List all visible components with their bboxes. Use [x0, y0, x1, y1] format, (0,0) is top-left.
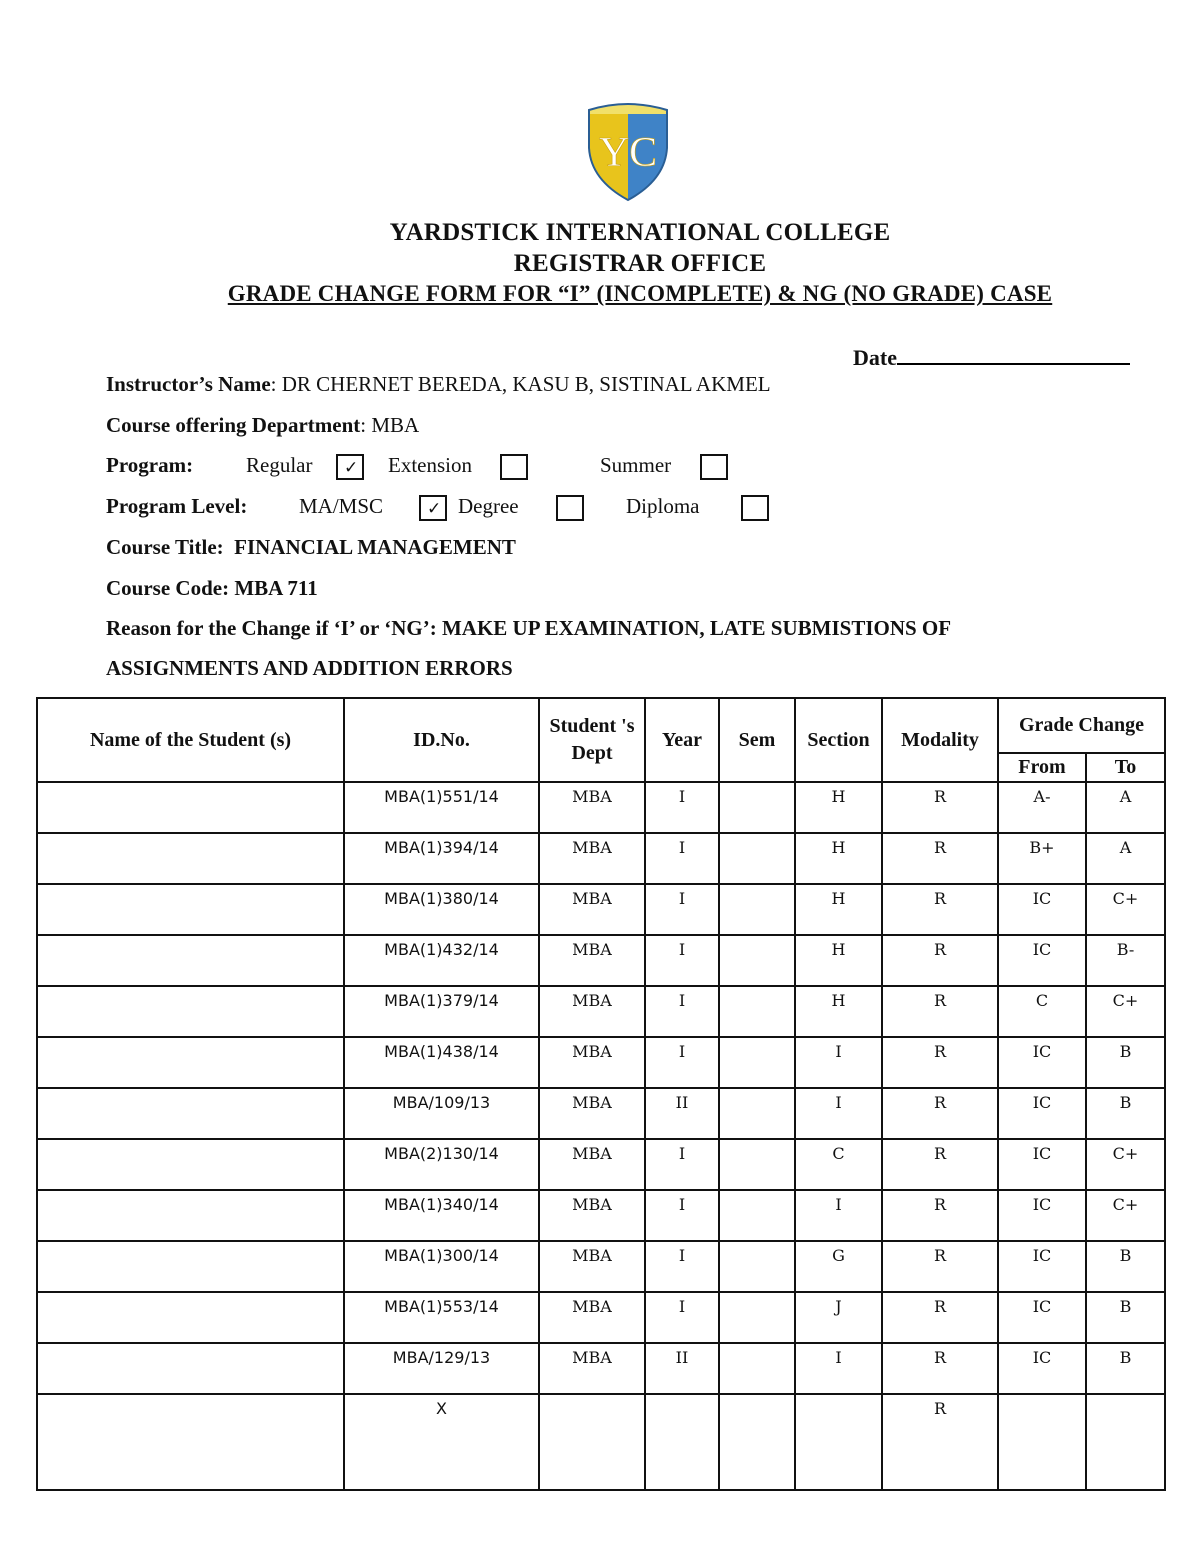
- date-line[interactable]: [897, 343, 1130, 365]
- cell-year: I: [645, 1241, 719, 1292]
- level-option-mamsc-label: MA/MSC: [299, 494, 384, 518]
- col-header-from: From: [998, 753, 1086, 782]
- cell-id: MBA(1)553/14: [344, 1292, 539, 1343]
- cell-name: [37, 986, 344, 1037]
- reason-value-line2: ASSIGNMENTS AND ADDITION ERRORS: [106, 656, 513, 680]
- cell-year: I: [645, 1292, 719, 1343]
- col-header-sem: Sem: [719, 698, 795, 782]
- table-row: [37, 782, 1165, 833]
- cell-sem: [719, 1343, 795, 1394]
- college-name: YARDSTICK INTERNATIONAL COLLEGE: [389, 219, 891, 246]
- cell-year: I: [645, 1190, 719, 1241]
- cell-year: II: [645, 1088, 719, 1139]
- cell-dept: MBA: [539, 833, 645, 884]
- cell-from: B+: [998, 833, 1086, 884]
- cell-modality: R: [882, 1088, 998, 1139]
- cell-year: [645, 1394, 719, 1490]
- cell-to: B: [1086, 1241, 1165, 1292]
- program-level-label: [106, 494, 247, 519]
- table-row: [37, 1241, 1165, 1292]
- cell-sem: [719, 986, 795, 1037]
- cell-section: I: [795, 1343, 882, 1394]
- cell-sem: [719, 935, 795, 986]
- course-code-value: MBA 711: [234, 576, 318, 600]
- cell-section: [795, 1394, 882, 1490]
- cell-sem: [719, 833, 795, 884]
- cell-dept: MBA: [539, 884, 645, 935]
- cell-dept: MBA: [539, 986, 645, 1037]
- cell-id: MBA(2)130/14: [344, 1139, 539, 1190]
- program-label: [106, 453, 193, 478]
- cell-name: [37, 1190, 344, 1241]
- cell-modality: R: [882, 935, 998, 986]
- cell-section: I: [795, 1190, 882, 1241]
- cell-id: MBA(1)438/14: [344, 1037, 539, 1088]
- cell-to: B-: [1086, 935, 1165, 986]
- cell-dept: MBA: [539, 1292, 645, 1343]
- cell-dept: MBA: [539, 782, 645, 833]
- cell-year: I: [645, 935, 719, 986]
- cell-from: IC: [998, 1088, 1086, 1139]
- date-label: Date: [853, 345, 897, 370]
- cell-to: C+: [1086, 1190, 1165, 1241]
- cell-name: [37, 1394, 344, 1490]
- cell-from: C: [998, 986, 1086, 1037]
- cell-from: IC: [998, 1241, 1086, 1292]
- col-header-id: ID.No.: [344, 698, 539, 782]
- cell-from: IC: [998, 1190, 1086, 1241]
- cell-sem: [719, 1139, 795, 1190]
- table-row: [37, 1088, 1165, 1139]
- cell-modality: R: [882, 833, 998, 884]
- cell-name: [37, 1139, 344, 1190]
- reason-row: [106, 616, 951, 641]
- cell-name: [37, 1241, 344, 1292]
- course-title-row: [106, 535, 516, 560]
- program-option-extension-label: Extension: [388, 453, 472, 477]
- cell-id: MBA(1)432/14: [344, 935, 539, 986]
- cell-id: MBA(1)394/14: [344, 833, 539, 884]
- cell-dept: MBA: [539, 1037, 645, 1088]
- cell-dept: MBA: [539, 1241, 645, 1292]
- cell-year: II: [645, 1343, 719, 1394]
- program-extension-checkbox[interactable]: [500, 454, 528, 480]
- cell-section: J: [795, 1292, 882, 1343]
- course-code-label: Course Code:: [106, 576, 230, 600]
- grade-change-table: [36, 697, 1166, 1491]
- cell-from: IC: [998, 1343, 1086, 1394]
- cell-to: [1086, 1394, 1165, 1490]
- program-level-label-text: Program Level:: [106, 494, 248, 518]
- cell-dept: MBA: [539, 1343, 645, 1394]
- cell-year: I: [645, 1037, 719, 1088]
- col-header-name: Name of the Student (s): [37, 698, 344, 782]
- cell-sem: [719, 1394, 795, 1490]
- table-row: [37, 1394, 1165, 1490]
- reason-value-line1: MAKE UP EXAMINATION, LATE SUBMISTIONS OF: [441, 616, 952, 640]
- cell-sem: [719, 782, 795, 833]
- form-title: GRADE CHANGE FORM FOR “I” (INCOMPLETE) & NG (NO GRADE) CASE: [227, 281, 1053, 306]
- program-label-text: Program:: [106, 453, 194, 477]
- cell-name: [37, 1292, 344, 1343]
- cell-section: H: [795, 986, 882, 1037]
- program-summer-checkbox[interactable]: [700, 454, 728, 480]
- level-option-degree-label: Degree: [458, 494, 519, 518]
- cell-dept: MBA: [539, 1139, 645, 1190]
- program-option-regular-label: Regular: [246, 453, 313, 477]
- program-option-summer-label: Summer: [600, 453, 672, 477]
- cell-modality: R: [882, 1394, 998, 1490]
- cell-to: C+: [1086, 884, 1165, 935]
- checkmark-icon: ✓: [344, 458, 359, 478]
- cell-from: IC: [998, 1292, 1086, 1343]
- reason-label: Reason for the Change if ‘I’ or ‘NG’:: [106, 616, 437, 640]
- cell-from: IC: [998, 1037, 1086, 1088]
- cell-section: I: [795, 1037, 882, 1088]
- cell-name: [37, 1037, 344, 1088]
- cell-name: [37, 935, 344, 986]
- cell-dept: MBA: [539, 1190, 645, 1241]
- cell-to: C+: [1086, 1139, 1165, 1190]
- cell-id: MBA(1)300/14: [344, 1241, 539, 1292]
- cell-sem: [719, 1037, 795, 1088]
- cell-dept: MBA: [539, 1088, 645, 1139]
- cell-id: MBA/129/13: [344, 1343, 539, 1394]
- department-label: Course offering Department: [106, 413, 361, 437]
- cell-section: H: [795, 935, 882, 986]
- cell-section: H: [795, 884, 882, 935]
- cell-modality: R: [882, 986, 998, 1037]
- cell-modality: R: [882, 1037, 998, 1088]
- col-header-dept: Student 's Dept: [539, 698, 645, 782]
- cell-from: IC: [998, 935, 1086, 986]
- level-diploma-checkbox[interactable]: [741, 495, 769, 521]
- cell-to: B: [1086, 1292, 1165, 1343]
- table-row: [37, 986, 1165, 1037]
- department-row: [106, 413, 419, 438]
- cell-modality: R: [882, 782, 998, 833]
- cell-from: IC: [998, 1139, 1086, 1190]
- cell-from: [998, 1394, 1086, 1490]
- department-value: : MBA: [360, 413, 420, 437]
- course-title-label: Course Title:: [106, 535, 224, 559]
- course-title-value: FINANCIAL MANAGEMENT: [234, 535, 516, 559]
- cell-year: I: [645, 986, 719, 1037]
- table-row: [37, 833, 1165, 884]
- cell-id: X: [344, 1394, 539, 1490]
- cell-to: A: [1086, 833, 1165, 884]
- cell-from: A-: [998, 782, 1086, 833]
- cell-to: B: [1086, 1088, 1165, 1139]
- col-header-section: Section: [795, 698, 882, 782]
- instructor-row: [106, 372, 771, 397]
- course-code-row: [106, 576, 318, 601]
- cell-name: [37, 1088, 344, 1139]
- instructor-value: : DR CHERNET BEREDA, KASU B, SISTINAL AKMEL: [270, 372, 771, 396]
- cell-to: B: [1086, 1037, 1165, 1088]
- cell-to: A: [1086, 782, 1165, 833]
- cell-dept: MBA: [539, 935, 645, 986]
- cell-modality: R: [882, 1343, 998, 1394]
- cell-name: [37, 782, 344, 833]
- cell-year: I: [645, 833, 719, 884]
- instructor-label: Instructor’s Name: [106, 372, 271, 396]
- col-header-to: To: [1086, 753, 1165, 782]
- cell-sem: [719, 1292, 795, 1343]
- table-row: [37, 1343, 1165, 1394]
- cell-to: B: [1086, 1343, 1165, 1394]
- cell-section: C: [795, 1139, 882, 1190]
- cell-id: MBA(1)551/14: [344, 782, 539, 833]
- cell-dept: [539, 1394, 645, 1490]
- table-row: [37, 1190, 1165, 1241]
- cell-section: I: [795, 1088, 882, 1139]
- office-name: REGISTRAR OFFICE: [513, 250, 767, 277]
- table-row: [37, 884, 1165, 935]
- level-degree-checkbox[interactable]: [556, 495, 584, 521]
- cell-year: I: [645, 1139, 719, 1190]
- program-regular-checkbox[interactable]: [336, 454, 364, 480]
- cell-section: G: [795, 1241, 882, 1292]
- col-header-modality: Modality: [882, 698, 998, 782]
- cell-year: I: [645, 782, 719, 833]
- cell-year: I: [645, 884, 719, 935]
- cell-sem: [719, 1190, 795, 1241]
- date-field[interactable]: [853, 343, 1130, 371]
- table-row: [37, 1037, 1165, 1088]
- cell-sem: [719, 1241, 795, 1292]
- cell-id: MBA(1)380/14: [344, 884, 539, 935]
- cell-modality: R: [882, 1139, 998, 1190]
- level-option-diploma-label: Diploma: [626, 494, 700, 518]
- table-row: [37, 1292, 1165, 1343]
- cell-to: C+: [1086, 986, 1165, 1037]
- cell-id: MBA/109/13: [344, 1088, 539, 1139]
- col-header-year: Year: [645, 698, 719, 782]
- college-logo: [583, 100, 673, 202]
- cell-section: H: [795, 782, 882, 833]
- table-row: [37, 935, 1165, 986]
- cell-section: H: [795, 833, 882, 884]
- cell-modality: R: [882, 1292, 998, 1343]
- logo-monogram: YC: [598, 130, 658, 176]
- cell-modality: R: [882, 884, 998, 935]
- reason-row-2: [106, 656, 513, 681]
- cell-sem: [719, 1088, 795, 1139]
- cell-modality: R: [882, 1241, 998, 1292]
- cell-sem: [719, 884, 795, 935]
- cell-id: MBA(1)340/14: [344, 1190, 539, 1241]
- cell-name: [37, 884, 344, 935]
- cell-name: [37, 833, 344, 884]
- checkmark-icon: ✓: [427, 499, 442, 519]
- cell-from: IC: [998, 884, 1086, 935]
- level-mamsc-checkbox[interactable]: [419, 495, 447, 521]
- cell-modality: R: [882, 1190, 998, 1241]
- table-row: [37, 1139, 1165, 1190]
- col-header-grade-change: Grade Change: [998, 698, 1165, 753]
- cell-id: MBA(1)379/14: [344, 986, 539, 1037]
- cell-name: [37, 1343, 344, 1394]
